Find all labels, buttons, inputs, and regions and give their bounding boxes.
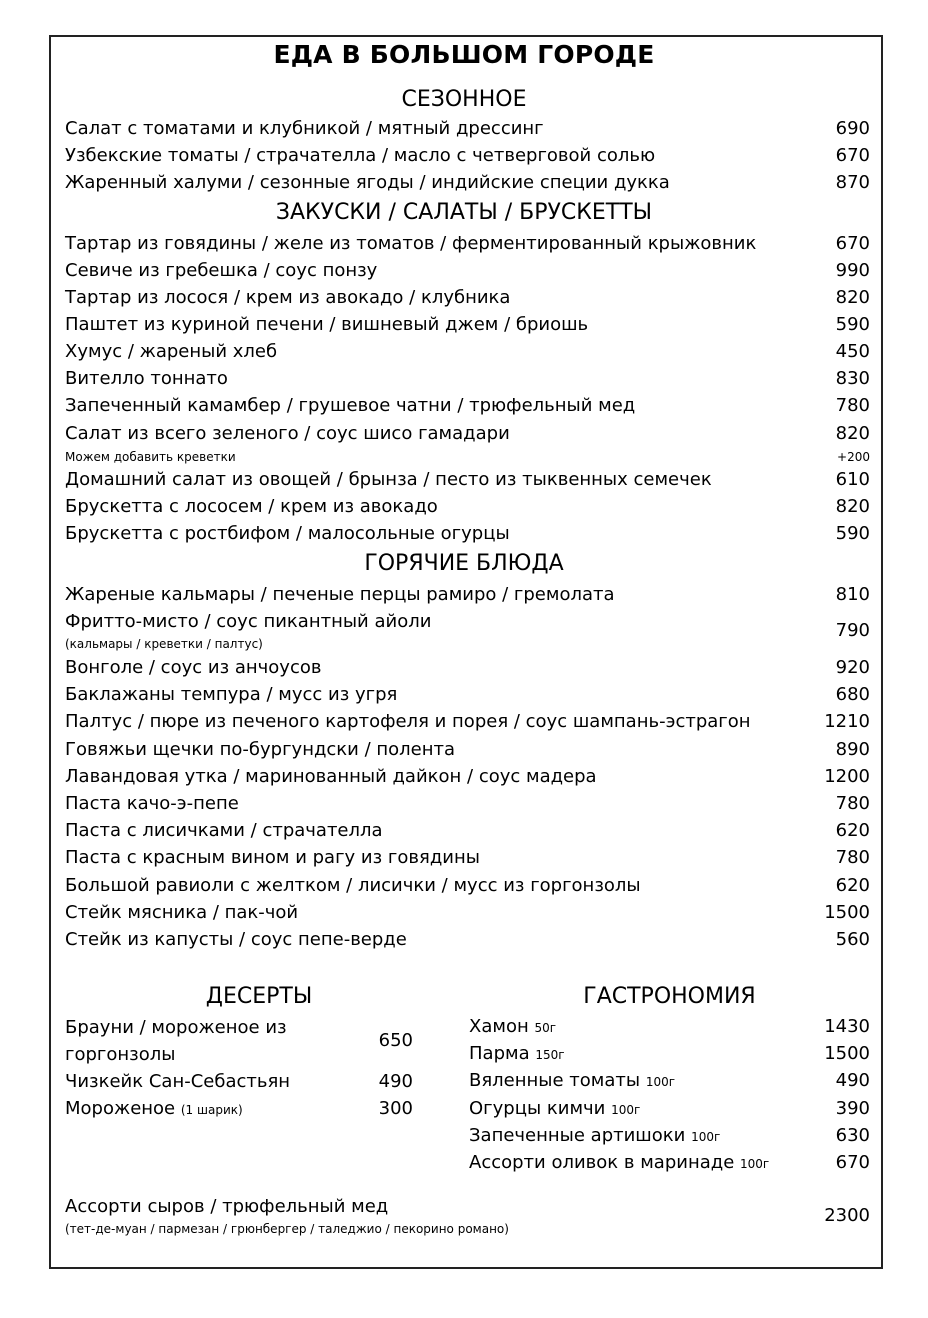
item-name: Ассорти сыров / трюфельный мед (65, 1196, 389, 1217)
item-price: 680 (835, 684, 870, 705)
item-name: Мороженое (65, 1098, 176, 1119)
item-name: Запеченный камамбер / грушевое чатни / трюфельный мед (65, 395, 636, 416)
item-weight: 100г (740, 1157, 770, 1171)
item-name: Хумус / жареный хлеб (65, 341, 278, 362)
menu-item (65, 142, 870, 169)
menu-item (65, 708, 870, 735)
item-name-wrap (65, 1095, 355, 1124)
menu-item (65, 681, 870, 708)
item-name: Паштет из куриной печени / вишневый джем / бриошь (65, 314, 589, 335)
item-note: (1 шарик) (180, 1103, 243, 1117)
menu-item-price-row (65, 1202, 870, 1229)
item-name: Паста качо-э-пепе (65, 793, 239, 814)
item-name: Лавандовая утка / маринованный дайкон / соус мадера (65, 766, 597, 787)
item-price: 490 (378, 1071, 413, 1092)
menu-item (65, 1095, 413, 1122)
item-price: 620 (835, 820, 870, 841)
menu-item (65, 844, 870, 871)
item-name: Запеченные артишоки (469, 1125, 686, 1146)
menu-item (65, 872, 870, 899)
item-name: Большой равиоли с желтком / лисички / мусс из горгонзолы (65, 875, 641, 896)
item-name: Тартар из лосося / крем из авокадо / клубника (65, 287, 511, 308)
item-price: 780 (835, 847, 870, 868)
item-price: 1210 (824, 711, 870, 732)
item-name: Паста с красным вином и рагу из говядины (65, 847, 480, 868)
item-price: 450 (835, 341, 870, 362)
menu-item (65, 284, 870, 311)
item-price: 590 (835, 523, 870, 544)
item-name: Салат с томатами и клубникой / мятный дрессинг (65, 118, 544, 139)
item-name: Брускетта с лососем / крем из авокадо (65, 496, 438, 517)
section-desserts-heading: ДЕСЕРТЫ (205, 984, 313, 1009)
item-price: 670 (835, 233, 870, 254)
item-name: Палтус / пюре из печеного картофеля и порея / соус шампань-эстрагон (65, 711, 751, 732)
item-price: 1500 (824, 1043, 870, 1064)
item-price: 650 (378, 1030, 413, 1051)
item-sub: (тет-де-муан / пармезан / грюнбергер / таледжио / пекорино романо) (65, 1222, 509, 1236)
menu-item (65, 365, 870, 392)
menu-item (65, 466, 870, 493)
menu-item (469, 1122, 870, 1149)
item-weight: 100г (645, 1075, 676, 1089)
item-price: 590 (835, 314, 870, 335)
item-name: Вителло тоннато (65, 368, 228, 389)
item-price: 790 (835, 620, 870, 641)
menu-item (65, 790, 870, 817)
menu-item (65, 581, 870, 608)
menu-item (65, 1014, 413, 1068)
item-name: Говяжьи щечки по-бургундски / полента (65, 739, 456, 760)
menu-item (469, 1040, 870, 1067)
menu-item (65, 763, 870, 790)
item-weight: 100г (611, 1103, 641, 1117)
section-starters-heading: ЗАКУСКИ / САЛАТЫ / БРУСКЕТТЫ (275, 200, 653, 225)
item-price: 810 (835, 584, 870, 605)
item-price: 670 (835, 1152, 870, 1173)
menu-item (65, 392, 870, 419)
item-price: 820 (835, 496, 870, 517)
item-price: 610 (835, 469, 870, 490)
menu-item (65, 654, 870, 681)
item-sub: (кальмары / креветки / палтус) (65, 637, 263, 651)
section-gastronomy-heading: ГАСТРОНОМИЯ (583, 984, 756, 1009)
menu-item (65, 1068, 413, 1095)
addon-text: Можем добавить креветки (65, 450, 236, 464)
item-price: 820 (835, 423, 870, 444)
item-name: Жаренный халуми / сезонные ягоды / индийские специи дукка (65, 172, 670, 193)
item-weight: 150г (535, 1048, 565, 1062)
item-price: 300 (378, 1098, 413, 1119)
menu-item (469, 1013, 870, 1040)
item-name: Жареные кальмары / печеные перцы рамиро / гремолата (65, 584, 615, 605)
item-price: 2300 (824, 1205, 870, 1226)
item-price: 990 (835, 260, 870, 281)
menu-item (65, 257, 870, 284)
menu-item (65, 169, 870, 196)
item-price: 820 (835, 287, 870, 308)
item-name: Брускетта с ростбифом / малосольные огурцы (65, 523, 510, 544)
item-name: Тартар из говядины / желе из томатов / ферментированный крыжовник (65, 233, 757, 254)
menu-item (65, 493, 870, 520)
item-price: 630 (835, 1125, 870, 1146)
menu-item (65, 311, 870, 338)
section-hot-heading: ГОРЯЧИЕ БЛЮДА (364, 551, 564, 576)
item-price: 1200 (824, 766, 870, 787)
item-weight: 50г (534, 1021, 557, 1035)
item-price: 830 (835, 368, 870, 389)
item-price: 780 (835, 793, 870, 814)
item-name: Чизкейк Сан-Себастьян (65, 1071, 291, 1092)
menu-item (65, 420, 870, 447)
item-name: Хамон (469, 1016, 529, 1037)
item-name: Баклажаны темпура / мусс из угря (65, 684, 398, 705)
item-name: Узбекские томаты / страчателла / масло с четверговой солью (65, 145, 656, 166)
item-name: Парма (469, 1043, 530, 1064)
menu-item (65, 899, 870, 926)
item-name: Паста с лисичками / страчателла (65, 820, 383, 841)
menu-item (65, 230, 870, 257)
menu-item-price-row (65, 617, 870, 644)
item-name: Вяленные томаты (469, 1070, 641, 1091)
menu-title: ЕДА В БОЛЬШОМ ГОРОДЕ (273, 40, 655, 69)
item-price: 620 (835, 875, 870, 896)
menu-item (65, 926, 870, 953)
addon-price: +200 (837, 450, 870, 464)
section-seasonal-heading: СЕЗОННОЕ (401, 87, 527, 112)
item-price: 560 (835, 929, 870, 950)
item-name: Салат из всего зеленого / соус шисо гамадари (65, 423, 510, 444)
item-price: 920 (835, 657, 870, 678)
item-weight: 100г (691, 1130, 721, 1144)
item-price: 670 (835, 145, 870, 166)
menu-item (65, 115, 870, 142)
menu-item (65, 520, 870, 547)
menu-item (65, 817, 870, 844)
item-name: Стейк из капусты / соус пепе-верде (65, 929, 407, 950)
item-name: Ассорти оливок в маринаде (469, 1152, 735, 1173)
menu-item (65, 338, 870, 365)
menu-item (469, 1095, 870, 1122)
item-name: Домашний салат из овощей / брынза / песто из тыквенных семечек (65, 469, 712, 490)
item-price: 1430 (824, 1016, 870, 1037)
item-name: Огурцы кимчи (469, 1098, 606, 1119)
item-price: 870 (835, 172, 870, 193)
item-name: Вонголе / соус из анчоусов (65, 657, 322, 678)
item-price: 390 (835, 1098, 870, 1119)
item-price: 690 (835, 118, 870, 139)
item-price: 490 (835, 1070, 870, 1091)
item-name: Севиче из гребешка / соус понзу (65, 260, 378, 281)
menu-item (469, 1149, 870, 1176)
item-name: Брауни / мороженое из горгонзолы (65, 1017, 287, 1065)
menu-item (65, 736, 870, 763)
item-name: Фритто-мисто / соус пикантный айоли (65, 611, 432, 632)
item-name: Стейк мясника / пак-чой (65, 902, 299, 923)
item-price: 780 (835, 395, 870, 416)
item-price: 890 (835, 739, 870, 760)
item-price: 1500 (824, 902, 870, 923)
menu-item (469, 1067, 870, 1094)
